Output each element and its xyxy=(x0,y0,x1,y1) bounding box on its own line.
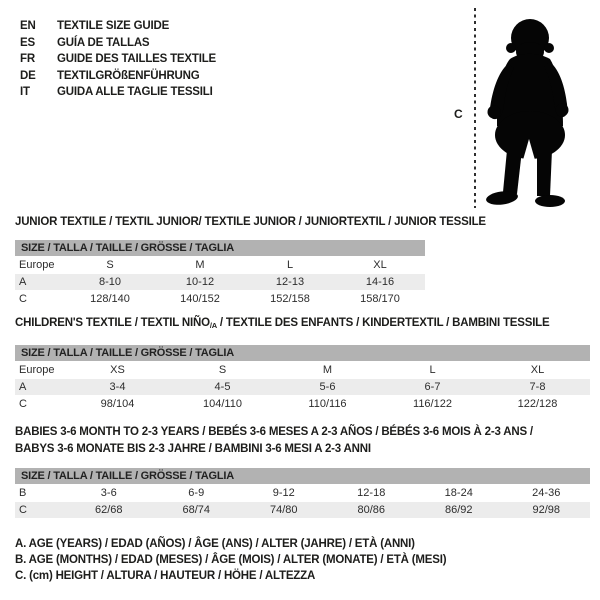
size-cell: S xyxy=(106,259,114,271)
language-title: GUÍA DE TALLAS xyxy=(57,36,150,49)
language-row xyxy=(20,51,216,68)
language-code: DE xyxy=(20,69,36,82)
table-row-c xyxy=(15,501,590,518)
language-header xyxy=(20,18,216,101)
size-cell: 3-4 xyxy=(109,381,126,393)
size-cell: 152/158 xyxy=(270,293,310,305)
row-label: Europe xyxy=(19,364,55,376)
size-cell: 80/86 xyxy=(357,504,386,516)
row-label: C xyxy=(19,504,27,516)
height-measure-dashed-line xyxy=(474,8,476,208)
language-code: IT xyxy=(20,86,30,98)
size-cell: XS xyxy=(110,364,125,376)
language-title: TEXTILGRÖßENFÜHRUNG xyxy=(57,69,200,82)
table-row-c xyxy=(15,395,590,412)
size-cell: XL xyxy=(373,259,387,271)
babies-size-table xyxy=(15,468,590,518)
size-cell: 9-12 xyxy=(272,487,295,499)
table-row-a xyxy=(15,378,590,395)
language-title: GUIDE DES TAILLES TEXTILE xyxy=(57,53,216,65)
table-row-c xyxy=(15,290,425,307)
children-title-subscript: /A xyxy=(209,321,217,330)
size-cell: S xyxy=(218,364,227,376)
table-row-a xyxy=(15,273,425,290)
size-cell: L xyxy=(429,364,436,376)
junior-section-title: JUNIOR TEXTILE / TEXTIL JUNIOR/ TEXTILE JUNIOR / JUNIORTEXTIL / JUNIOR TESSILE xyxy=(15,216,486,228)
children-title-main: CHILDREN'S TEXTILE / TEXTIL NIÑO xyxy=(15,317,210,329)
size-cell: 4-5 xyxy=(214,381,231,393)
babies-title-line2: BABYS 3-6 MONATE BIS 2-3 JAHRE / BAMBINI 3-6 MESI A 2-3 ANNI xyxy=(15,443,371,455)
size-cell: 158/170 xyxy=(360,293,400,305)
size-header-bar: SIZE / TALLA / TAILLE / GRÖSSE / TAGLIA xyxy=(15,345,590,361)
table-row-europe xyxy=(15,361,590,378)
size-header-bar: SIZE / TALLA / TAILLE / GRÖSSE / TAGLIA xyxy=(15,468,590,484)
size-header-bar: SIZE / TALLA / TAILLE / GRÖSSE / TAGLIA xyxy=(15,240,425,256)
size-cell: 6-9 xyxy=(188,487,205,499)
children-size-table xyxy=(15,345,590,412)
row-label: Europe xyxy=(19,259,55,271)
size-cell: 140/152 xyxy=(180,293,220,305)
language-code: EN xyxy=(20,20,36,32)
language-row xyxy=(20,68,216,85)
children-section-title xyxy=(15,317,549,329)
toddler-silhouette-icon xyxy=(482,8,587,208)
size-cell: L xyxy=(286,259,294,271)
size-cell: 14-16 xyxy=(365,276,395,288)
size-cell: 110/116 xyxy=(308,398,347,410)
babies-section-title xyxy=(15,424,533,458)
row-label: C xyxy=(19,398,27,410)
size-cell: 128/140 xyxy=(90,293,130,305)
table-row-b xyxy=(15,484,590,501)
table-row-europe xyxy=(15,256,425,273)
size-cell: M xyxy=(322,364,333,376)
language-title: TEXTILE SIZE GUIDE xyxy=(57,20,170,32)
language-code: FR xyxy=(20,53,35,65)
size-cell: 92/98 xyxy=(532,504,561,516)
measure-label-c: C xyxy=(454,107,463,121)
language-row xyxy=(20,18,216,35)
size-cell: 86/92 xyxy=(444,504,473,516)
size-cell: 104/110 xyxy=(203,398,242,410)
language-row xyxy=(20,84,216,101)
size-cell: M xyxy=(195,259,205,271)
size-cell: 74/80 xyxy=(269,504,298,516)
size-cell: 12-18 xyxy=(357,487,386,499)
size-cell: 8-10 xyxy=(98,276,122,288)
language-title: GUIDA ALLE TAGLIE TESSILI xyxy=(57,86,213,98)
size-cell: XL xyxy=(530,364,545,376)
footnote-c: C. (cm) HEIGHT / ALTURA / HAUTEUR / HÖHE / ALTEZZA xyxy=(15,570,316,582)
footnote-a: A. AGE (YEARS) / EDAD (AÑOS) / ÂGE (ANS) / ALTER (JAHRE) / ETÀ (ANNI) xyxy=(15,538,415,550)
row-label: A xyxy=(19,276,27,288)
row-label: A xyxy=(19,381,27,393)
size-cell: 122/128 xyxy=(517,398,558,410)
size-cell: 7-8 xyxy=(529,381,546,393)
size-cell: 98/104 xyxy=(100,398,135,410)
size-cell: 5-6 xyxy=(319,381,336,393)
row-label: B xyxy=(19,487,27,499)
size-cell: 3-6 xyxy=(100,487,117,499)
footnote-b: B. AGE (MONTHS) / EDAD (MESES) / ÂGE (MOIS) / ALTER (MONATE) / ETÀ (MESI) xyxy=(15,554,447,566)
language-row xyxy=(20,35,216,52)
size-cell: 18-24 xyxy=(444,487,473,499)
language-code: ES xyxy=(20,36,35,49)
size-cell: 12-13 xyxy=(275,276,305,288)
footnotes xyxy=(15,536,446,584)
junior-size-table xyxy=(15,240,425,307)
babies-title-line1: BABIES 3-6 MONTH TO 2-3 YEARS / BEBÉS 3-6 MESES A 2-3 AÑOS / BÉBÉS 3-6 MOIS À 2-3 ANS / xyxy=(15,426,533,438)
size-cell: 68/74 xyxy=(182,504,211,516)
size-cell: 116/122 xyxy=(413,398,452,410)
row-label: C xyxy=(19,293,27,305)
size-cell: 62/68 xyxy=(94,504,123,516)
size-cell: 6-7 xyxy=(424,381,441,393)
size-cell: 24-36 xyxy=(532,487,561,499)
children-title-rest: / TEXTILE DES ENFANTS / KINDERTEXTIL / BAMBINI TESSILE xyxy=(216,317,550,329)
size-cell: 10-12 xyxy=(185,276,215,288)
